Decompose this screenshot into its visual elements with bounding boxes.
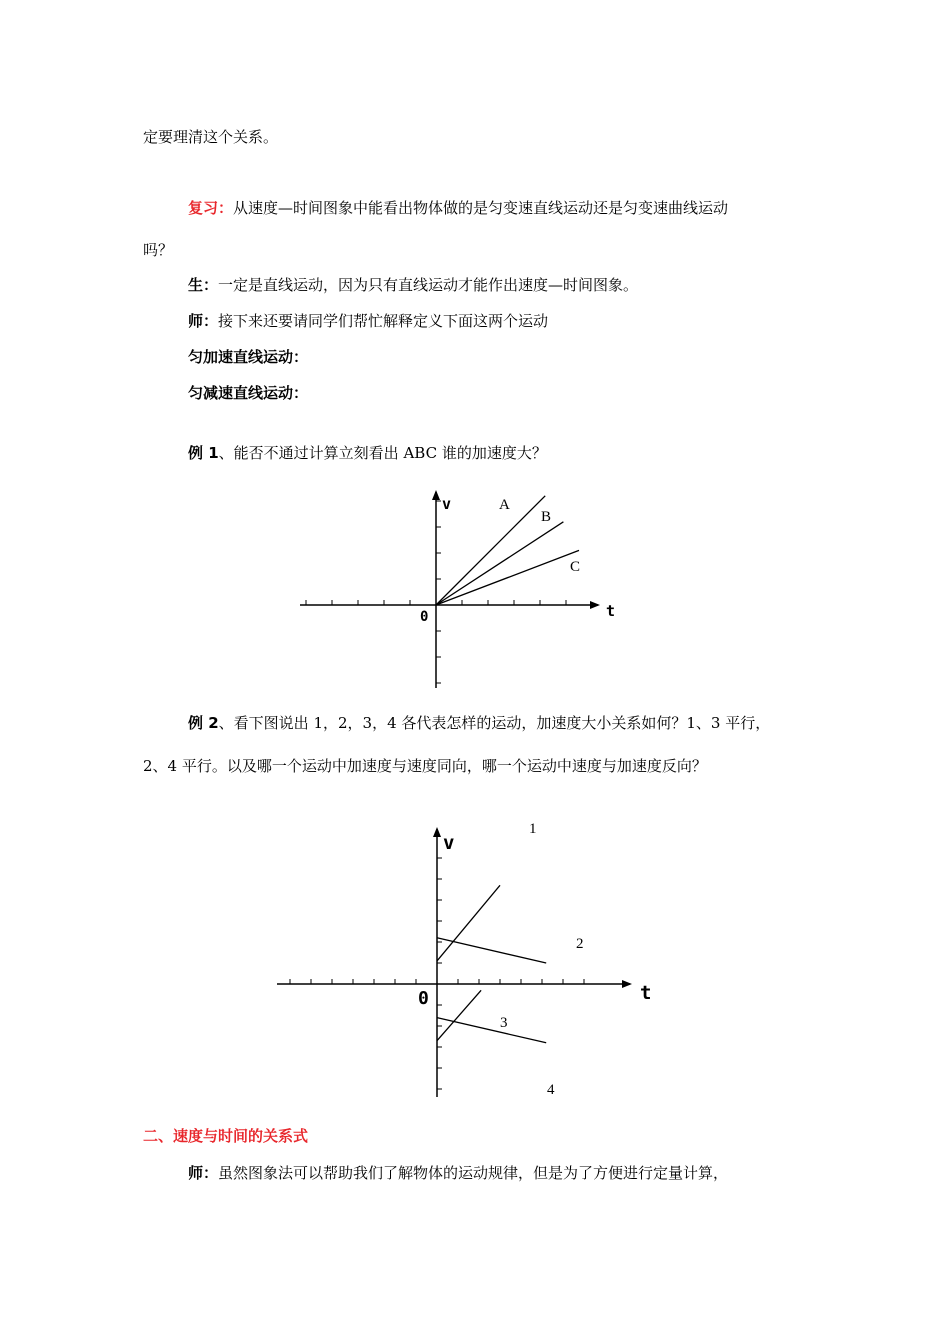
chart2-x-axis-arrow xyxy=(622,980,632,988)
ex2-label: 例 2 xyxy=(188,714,219,732)
teacher-line-2 xyxy=(188,1163,728,1183)
example-2-continuation xyxy=(143,756,707,776)
student-text: 一定是直线运动，因为只有直线运动才能作出速度—时间图象。 xyxy=(218,276,639,294)
chart1-x-axis-label: t xyxy=(606,602,616,620)
teacher2-text: 虽然图象法可以帮助我们了解物体的运动规律，但是为了方便进行定量计算， xyxy=(218,1164,729,1182)
review-label: 复习： xyxy=(188,199,234,217)
teacher-label: 师： xyxy=(188,312,219,330)
chart2-y-axis-label: v xyxy=(443,832,455,854)
chart2-y-axis-arrow xyxy=(433,827,441,837)
review-text: 从速度—时间图象中能看出物体做的是匀变速直线运动还是匀变速曲线运动 xyxy=(233,199,729,217)
chart2-origin-label: 0 xyxy=(418,988,429,1009)
chart2-series-label-1: 1 xyxy=(529,821,537,837)
example-2 xyxy=(188,713,770,733)
chart1-y-axis-label: v xyxy=(442,495,452,513)
p1-text: 定要理清这个关系。 xyxy=(143,128,279,146)
uniform-deceleration-heading: 匀减速直线运动： xyxy=(188,384,309,402)
ex2-cont-text: 2、4 平行。以及哪一个运动中加速度与速度同向，哪一个运动中速度与加速度反向？ xyxy=(143,757,707,775)
student-label: 生： xyxy=(188,276,219,294)
chart2-series-line-3 xyxy=(437,990,481,1040)
chart1-x-axis-arrow xyxy=(590,601,600,609)
chart1-series-label-A: A xyxy=(499,497,510,513)
chart2-series-line-2 xyxy=(437,938,546,963)
teacher-text: 接下来还要请同学们帮忙解释定义下面这两个运动 xyxy=(218,312,549,330)
section-heading: 二、速度与时间的关系式 xyxy=(143,1127,309,1145)
chart1-series-line-A xyxy=(436,496,545,605)
chart1-series-label-C: C xyxy=(570,559,581,575)
uniform-acceleration-heading: 匀加速直线运动： xyxy=(188,348,309,366)
ex1-label: 例 1 xyxy=(188,444,219,462)
chart2-series-label-3: 3 xyxy=(500,1015,508,1031)
chart2-series-line-4 xyxy=(437,1018,546,1043)
chart1-origin-label: 0 xyxy=(420,609,429,625)
ex1-text: 、能否不通过计算立刻看出 ABC 谁的加速度大？ xyxy=(218,444,547,462)
chart1-y-axis-arrow xyxy=(432,490,440,500)
teacher2-label: 师： xyxy=(188,1164,219,1182)
ex2-text: 、看下图说出 1，2，3，4 各代表怎样的运动，加速度大小关系如何？1、3 平行， xyxy=(218,714,771,732)
chart1-series-label-B: B xyxy=(541,509,552,525)
review-cont-text: 吗？ xyxy=(143,241,174,259)
chart2-series-label-4: 4 xyxy=(547,1082,555,1098)
chart2-series-label-2: 2 xyxy=(576,936,584,952)
chart2-x-axis-label: t xyxy=(640,982,652,1004)
